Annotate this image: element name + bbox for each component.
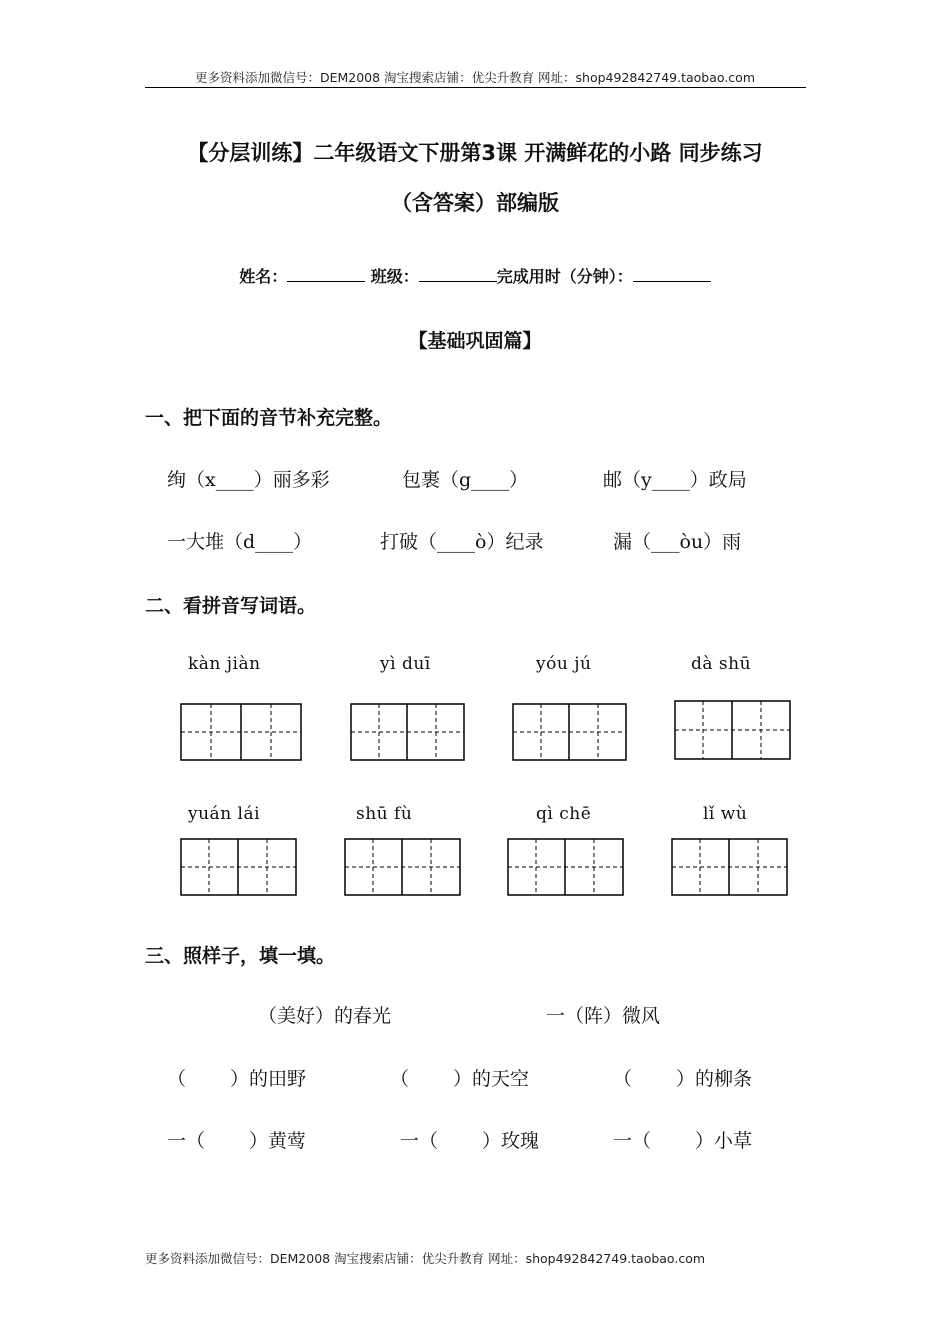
pinyin-label: yuán lái	[188, 804, 261, 824]
page-footer: 更多资料添加微信号：DEM2008 淘宝搜索店铺：优尖升教育 网址：shop492842749.taobao.com	[145, 1251, 706, 1266]
q1-item: 邮（y____）政局	[603, 469, 747, 491]
q3-example: 一（阵）微风	[546, 1005, 661, 1027]
writing-grid[interactable]	[512, 703, 628, 761]
q1-item: 一大堆（d____）	[167, 531, 313, 553]
name-blank[interactable]	[287, 267, 365, 282]
q1-item: 包裹（g____）	[402, 469, 529, 491]
name-label: 姓名：	[239, 267, 288, 286]
q3-example: （美好）的春光	[258, 1005, 392, 1027]
pinyin-label: dà shū	[691, 654, 752, 674]
q1-item: 漏（___òu）雨	[613, 531, 742, 553]
writing-grid[interactable]	[507, 838, 625, 896]
writing-grid[interactable]	[350, 703, 466, 761]
student-info	[100, 264, 850, 287]
class-blank[interactable]	[419, 267, 497, 282]
writing-grid[interactable]	[180, 838, 298, 896]
page-header: 更多资料添加微信号：DEM2008 淘宝搜索店铺：优尖升教育 网址：shop492842749.taobao.com	[194, 70, 756, 85]
writing-grid[interactable]	[180, 703, 303, 761]
q3-item: （ ）的田野	[167, 1068, 307, 1090]
title-line-2: （含答案）部编版	[391, 191, 559, 215]
pinyin-label: yì duī	[380, 654, 431, 674]
q3-item: （ ）的柳条	[613, 1068, 753, 1090]
q3-item: 一（ ）小草	[613, 1130, 753, 1152]
q3-heading: 三、照样子，填一填。	[145, 945, 336, 967]
q1-item: 绚（x____）丽多彩	[167, 469, 330, 491]
section-heading: 【基础巩固篇】	[408, 330, 542, 352]
q1-heading: 一、把下面的音节补充完整。	[145, 407, 393, 429]
time-blank[interactable]	[633, 267, 711, 282]
pinyin-label: lǐ wù	[703, 804, 748, 824]
pinyin-label: yóu jú	[536, 654, 592, 674]
header-divider	[145, 87, 806, 88]
q1-item: 打破（____ò）纪录	[380, 531, 544, 553]
writing-grid[interactable]	[671, 838, 789, 896]
q3-item: 一（ ）黄莺	[167, 1130, 307, 1152]
title-line-1: 【分层训练】二年级语文下册第3课 开满鲜花的小路 同步练习	[187, 141, 763, 165]
time-label: 完成用时（分钟）：	[496, 267, 633, 286]
writing-grid[interactable]	[674, 700, 792, 760]
q2-heading: 二、看拼音写词语。	[145, 595, 317, 617]
q3-item: （ ）的天空	[390, 1068, 530, 1090]
writing-grid[interactable]	[344, 838, 462, 896]
class-label: 班级：	[370, 267, 419, 286]
pinyin-label: shū fù	[356, 804, 413, 824]
pinyin-label: qì chē	[536, 804, 592, 824]
pinyin-label: kàn jiàn	[188, 654, 261, 674]
q3-item: 一（ ）玫瑰	[400, 1130, 540, 1152]
